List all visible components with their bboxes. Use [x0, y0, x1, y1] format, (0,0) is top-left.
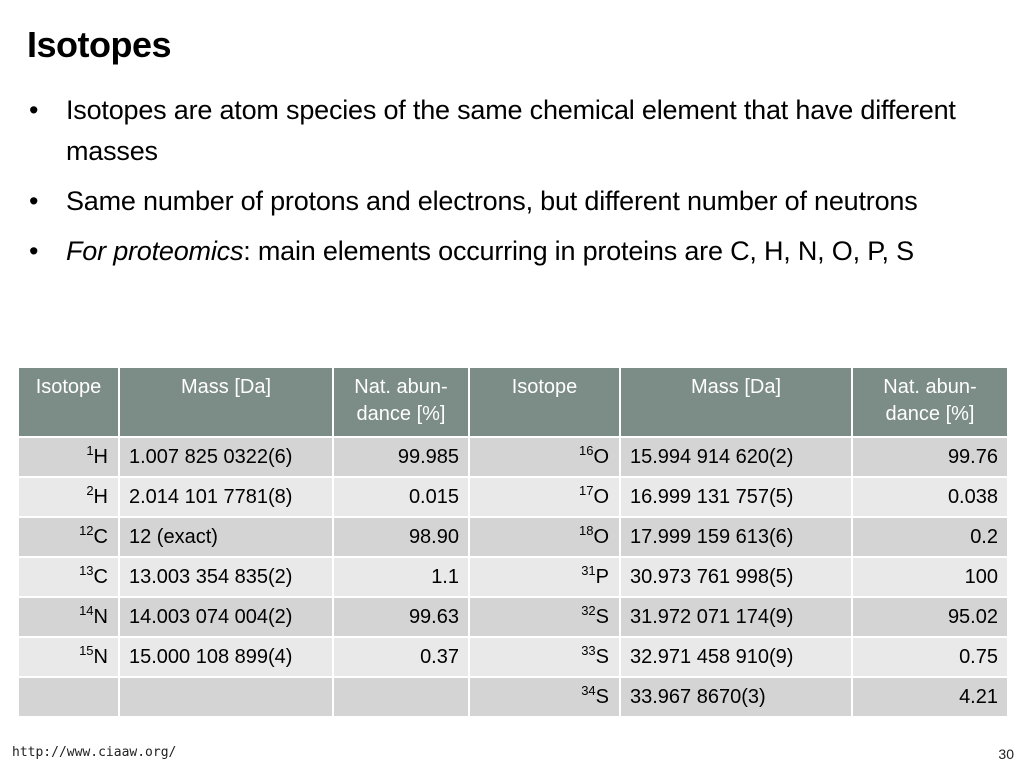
mass-number: 18: [578, 522, 594, 538]
table-row: [18, 477, 1008, 517]
bullet-dot-icon: •: [29, 186, 39, 216]
mass-cell: 15.000 108 899(4): [119, 637, 333, 677]
mass-cell: 15.994 914 620(2): [620, 437, 852, 477]
isotope-cell: [469, 677, 620, 717]
element-symbol: O: [593, 445, 609, 468]
isotope-cell: [469, 517, 620, 557]
element-symbol: C: [93, 565, 108, 588]
mass-number: 34: [581, 682, 596, 698]
mass-number: 31: [581, 562, 596, 578]
mass-number: 2: [86, 482, 94, 498]
mass-cell: 1.007 825 0322(6): [119, 437, 333, 477]
element-symbol: O: [593, 525, 609, 548]
column-header-mass: Mass [Da]: [119, 367, 333, 437]
isotope-cell: [469, 557, 620, 597]
isotope-table: [17, 366, 1009, 718]
mass-number: 15: [79, 642, 94, 658]
abundance-cell: 99.985: [333, 437, 469, 477]
bullet-item: [27, 181, 1002, 222]
table-row: [18, 557, 1008, 597]
element-symbol: S: [595, 685, 609, 708]
bullet-item: [27, 231, 1002, 272]
column-header-isotope: Isotope: [469, 367, 620, 437]
isotope-cell: [18, 437, 119, 477]
table-row: [18, 517, 1008, 557]
abundance-cell: 1.1: [333, 557, 469, 597]
abundance-cell: 99.63: [333, 597, 469, 637]
bullet-dot-icon: •: [29, 95, 39, 125]
mass-cell: 30.973 761 998(5): [620, 557, 852, 597]
page-number: 30: [998, 746, 1014, 762]
isotope-cell: [469, 637, 620, 677]
mass-cell: 33.967 8670(3): [620, 677, 852, 717]
bullet-item: [27, 90, 1002, 172]
mass-number: 16: [578, 442, 594, 458]
table-row: [18, 677, 1008, 717]
isotope-cell: [18, 677, 119, 717]
mass-cell: [119, 677, 333, 717]
abundance-cell: 0.75: [852, 637, 1008, 677]
abundance-cell: 98.90: [333, 517, 469, 557]
mass-cell: 16.999 131 757(5): [620, 477, 852, 517]
element-symbol: C: [93, 525, 108, 548]
mass-number: 12: [79, 522, 94, 538]
element-symbol: S: [595, 645, 609, 668]
column-header-abundance: Nat. abun-dance [%]: [852, 367, 1008, 437]
isotope-cell: [469, 477, 620, 517]
bullet-list: [27, 90, 1002, 281]
bullet-text: Isotopes are atom species of the same chemical element that have different masses: [66, 95, 956, 166]
abundance-cell: 99.76: [852, 437, 1008, 477]
isotope-cell: [18, 477, 119, 517]
abundance-cell: 100: [852, 557, 1008, 597]
mass-cell: 2.014 101 7781(8): [119, 477, 333, 517]
table-row: [18, 637, 1008, 677]
abundance-cell: 0.015: [333, 477, 469, 517]
abundance-cell: 0.2: [852, 517, 1008, 557]
source-url[interactable]: http://www.ciaaw.org/: [12, 745, 177, 760]
bullet-italic-text: For proteomics: [66, 236, 244, 266]
isotope-cell: [18, 557, 119, 597]
mass-cell: 17.999 159 613(6): [620, 517, 852, 557]
abundance-cell: 0.37: [333, 637, 469, 677]
element-symbol: S: [595, 605, 609, 628]
abundance-cell: 0.038: [852, 477, 1008, 517]
isotope-cell: [469, 597, 620, 637]
mass-number: 13: [79, 562, 94, 578]
mass-cell: 32.971 458 910(9): [620, 637, 852, 677]
element-symbol: N: [93, 645, 108, 668]
mass-cell: 14.003 074 004(2): [119, 597, 333, 637]
abundance-cell: 4.21: [852, 677, 1008, 717]
column-header-isotope: Isotope: [18, 367, 119, 437]
bullet-text: Same number of protons and electrons, but different number of neutrons: [66, 186, 918, 216]
mass-cell: 12 (exact): [119, 517, 333, 557]
mass-cell: 31.972 071 174(9): [620, 597, 852, 637]
bullet-text: : main elements occurring in proteins are C, H, N, O, P, S: [243, 236, 914, 266]
bullet-dot-icon: •: [29, 236, 39, 266]
mass-number: 32: [581, 602, 596, 618]
mass-number: 14: [79, 602, 94, 618]
abundance-cell: [333, 677, 469, 717]
column-header-mass: Mass [Da]: [620, 367, 852, 437]
isotope-cell: [18, 517, 119, 557]
isotope-cell: [18, 637, 119, 677]
mass-number: 17: [578, 482, 594, 498]
table-row: [18, 597, 1008, 637]
mass-number: 33: [581, 642, 596, 658]
table-header-row: [18, 367, 1008, 437]
element-symbol: H: [93, 445, 108, 468]
element-symbol: O: [593, 485, 609, 508]
column-header-abundance: Nat. abun-dance [%]: [333, 367, 469, 437]
element-symbol: P: [595, 565, 609, 588]
isotope-cell: [469, 437, 620, 477]
table-row: [18, 437, 1008, 477]
isotope-cell: [18, 597, 119, 637]
element-symbol: H: [93, 485, 108, 508]
mass-number: 1: [86, 442, 94, 458]
mass-cell: 13.003 354 835(2): [119, 557, 333, 597]
abundance-cell: 95.02: [852, 597, 1008, 637]
element-symbol: N: [93, 605, 108, 628]
slide-title: Isotopes: [27, 24, 172, 65]
